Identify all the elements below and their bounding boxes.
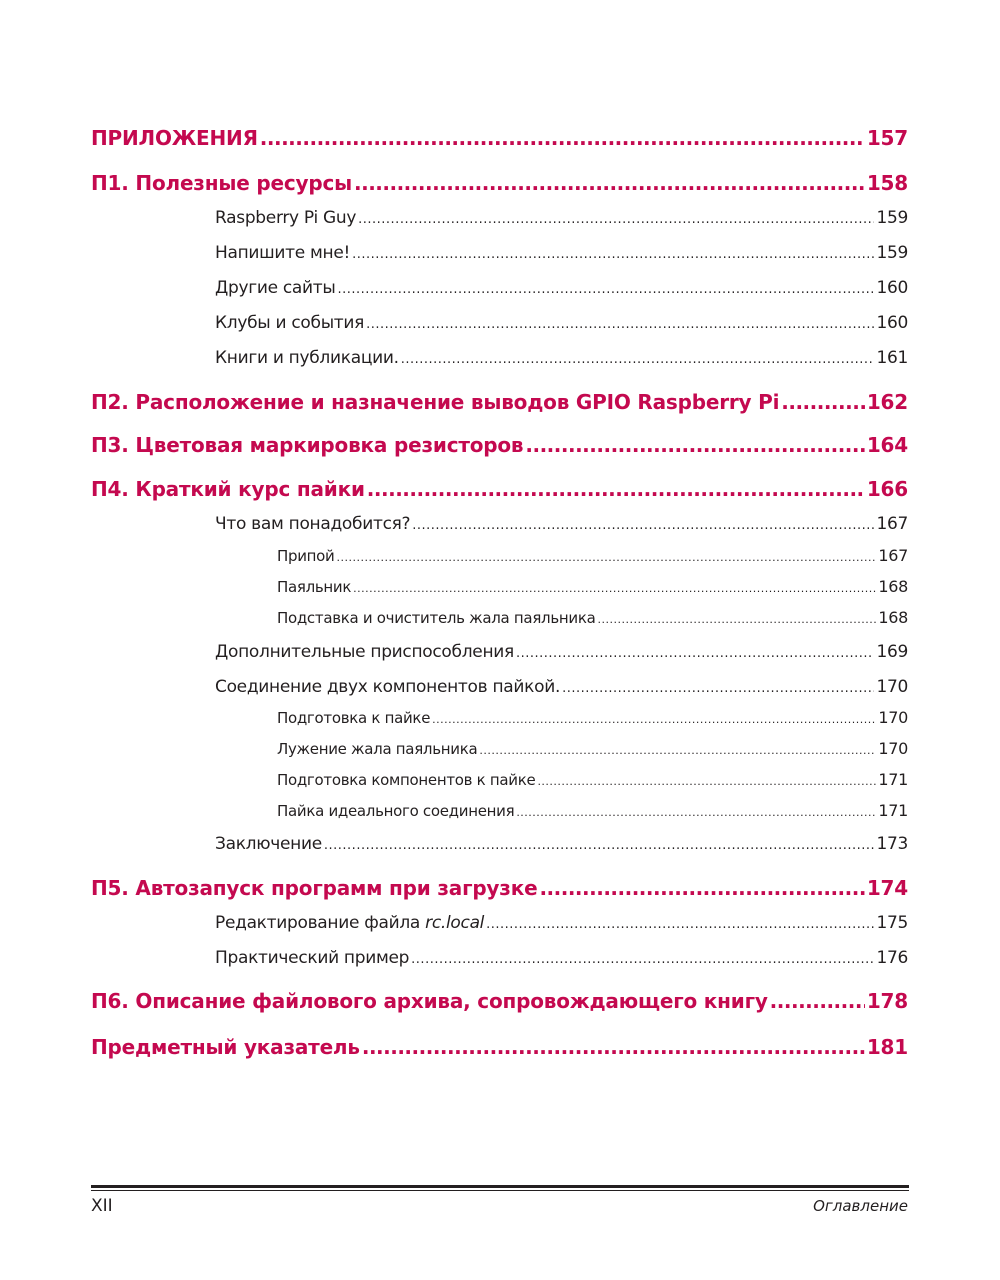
- toc-leader-dots: [353, 578, 876, 600]
- toc-entry-page: 160: [876, 313, 908, 333]
- toc-entry-page: 159: [876, 208, 908, 228]
- toc-entry-page: 164: [866, 433, 908, 457]
- toc-entry-page: 167: [878, 546, 908, 565]
- toc-entry-title-prefix: Редактирование файла: [215, 913, 426, 933]
- toc-entry-title: [215, 911, 484, 935]
- toc-leader-dots: [781, 388, 865, 416]
- toc-entry-page: 157: [866, 126, 908, 150]
- toc-entry-page: 169: [876, 642, 908, 662]
- toc-entry-title: Предметный указатель: [91, 1035, 360, 1059]
- toc-entry-appendices[interactable]: [0, 124, 1000, 152]
- toc-entry-page: 168: [878, 608, 908, 627]
- toc-leader-dots: [401, 348, 875, 372]
- toc-entry-title: П5. Автозапуск программ при загрузке: [91, 876, 538, 900]
- toc-entry-soldering-iron[interactable]: [0, 576, 1000, 598]
- toc-leader-dots: [362, 1033, 865, 1061]
- toc-entry-page: 170: [878, 739, 908, 758]
- toc-entry-title: П3. Цветовая маркировка резисторов: [91, 433, 524, 457]
- toc-entry-joining-components[interactable]: [0, 675, 1000, 699]
- toc-entry-title: П1. Полезные ресурсы: [91, 171, 352, 195]
- toc-entry-page: 181: [866, 1035, 908, 1059]
- toc-entry-title: П6. Описание файлового архива, сопровождающего книгу: [91, 989, 768, 1013]
- toc-leader-dots: [324, 834, 875, 858]
- page-number: XII: [91, 1196, 113, 1216]
- toc-entry-write-me[interactable]: [0, 241, 1000, 265]
- toc-entry-page: 160: [876, 278, 908, 298]
- toc-entry-extra-tools[interactable]: [0, 640, 1000, 664]
- toc-entry-books-publications[interactable]: [0, 346, 1000, 370]
- toc-entry-page: 178: [866, 989, 908, 1013]
- toc-entry-index[interactable]: [0, 1033, 1000, 1061]
- toc-entry-page: 176: [876, 948, 908, 968]
- toc-entry-page: 173: [876, 834, 908, 854]
- toc-leader-dots: [770, 987, 865, 1015]
- toc-entry-tinning[interactable]: [0, 738, 1000, 760]
- toc-entry-p2[interactable]: [0, 388, 1000, 416]
- toc-entry-page: 174: [866, 876, 908, 900]
- toc-entry-p4[interactable]: [0, 475, 1000, 503]
- toc-leader-dots: [336, 547, 876, 569]
- toc-leader-dots: [516, 802, 876, 824]
- toc-entry-title: Raspberry Pi Guy: [215, 208, 357, 228]
- toc-entry-page: 171: [878, 801, 908, 820]
- toc-leader-dots: [358, 208, 874, 232]
- toc-entry-title: Паяльник: [277, 578, 352, 596]
- toc-leader-dots: [525, 431, 864, 459]
- toc-entry-component-prep[interactable]: [0, 769, 1000, 791]
- toc-entry-page: 170: [876, 677, 908, 697]
- toc-entry-perfect-joint[interactable]: [0, 800, 1000, 822]
- toc-leader-dots: [367, 475, 865, 503]
- toc-entry-page: 162: [866, 390, 908, 414]
- toc-entry-page: 159: [876, 243, 908, 263]
- toc-leader-dots: [338, 278, 875, 302]
- toc-entry-conclusion[interactable]: [0, 832, 1000, 856]
- toc-entry-preparation[interactable]: [0, 707, 1000, 729]
- toc-entry-title: Соединение двух компонентов пайкой.: [215, 677, 561, 697]
- toc-entry-p5[interactable]: [0, 874, 1000, 902]
- toc-leader-dots: [411, 948, 874, 972]
- toc-entry-title-filename: rc.local: [425, 913, 485, 933]
- toc-entry-what-you-need[interactable]: [0, 512, 1000, 536]
- footer-rule-thin: [91, 1190, 909, 1191]
- toc-entry-title: Пайка идеального соединения: [277, 802, 515, 820]
- toc-entry-page: 175: [876, 913, 908, 933]
- toc-entry-practical-example[interactable]: [0, 946, 1000, 970]
- toc-entry-title: Книги и публикации.: [215, 348, 399, 368]
- toc-entry-solder[interactable]: [0, 545, 1000, 567]
- toc-leader-dots: [597, 609, 876, 631]
- toc-entry-p3[interactable]: [0, 431, 1000, 459]
- toc-entry-title: Припой: [277, 547, 335, 565]
- toc-leader-dots: [352, 243, 874, 267]
- toc-entry-title: Клубы и события: [215, 313, 365, 333]
- toc-leader-dots: [412, 514, 874, 538]
- toc-entry-title: ПРИЛОЖЕНИЯ: [91, 126, 258, 150]
- toc-leader-dots: [516, 642, 875, 666]
- toc-entry-page: 166: [866, 477, 908, 501]
- toc-leader-dots: [537, 771, 876, 793]
- toc-entry-stand-cleaner[interactable]: [0, 607, 1000, 629]
- toc-entry-page: 158: [866, 171, 908, 195]
- footer-rule: [91, 1185, 909, 1188]
- toc-entry-title: Дополнительные приспособления: [215, 642, 514, 662]
- toc-entry-title: Лужение жала паяльника: [277, 740, 478, 758]
- toc-entry-clubs-events[interactable]: [0, 311, 1000, 335]
- toc-entry-title: Что вам понадобится?: [215, 514, 411, 534]
- toc-entry-p6[interactable]: [0, 987, 1000, 1015]
- toc-entry-page: 161: [876, 348, 908, 368]
- toc-entry-title: П4. Краткий курс пайки: [91, 477, 365, 501]
- toc-leader-dots: [562, 677, 874, 701]
- toc-entry-page: 168: [878, 577, 908, 596]
- toc-leader-dots: [260, 124, 865, 152]
- toc-entry-raspberry-pi-guy[interactable]: [0, 206, 1000, 230]
- toc-entry-page: 167: [876, 514, 908, 534]
- toc-leader-dots: [354, 169, 865, 197]
- toc-entry-page: 171: [878, 770, 908, 789]
- toc-entry-other-sites[interactable]: [0, 276, 1000, 300]
- toc-entry-title: Другие сайты: [215, 278, 336, 298]
- toc-entry-page: 170: [878, 708, 908, 727]
- toc-entry-title: Заключение: [215, 834, 322, 854]
- toc-entry-title: Практический пример: [215, 948, 410, 968]
- toc-entry-edit-rc-local[interactable]: [0, 911, 1000, 935]
- toc-entry-title: П2. Расположение и назначение выводов GPIO Raspberry Pi: [91, 390, 780, 414]
- toc-leader-dots: [479, 740, 876, 762]
- toc-entry-p1[interactable]: [0, 169, 1000, 197]
- toc-entry-title: Подготовка компонентов к пайке: [277, 771, 536, 789]
- toc-entry-title: Напишите мне!: [215, 243, 351, 263]
- toc-leader-dots: [432, 709, 876, 731]
- toc-entry-title: Подготовка к пайке: [277, 709, 431, 727]
- toc-leader-dots: [486, 913, 874, 937]
- toc-leader-dots: [539, 874, 864, 902]
- toc-entry-title: Подставка и очиститель жала паяльника: [277, 609, 596, 627]
- toc-leader-dots: [366, 313, 874, 337]
- running-head: Оглавление: [813, 1197, 908, 1215]
